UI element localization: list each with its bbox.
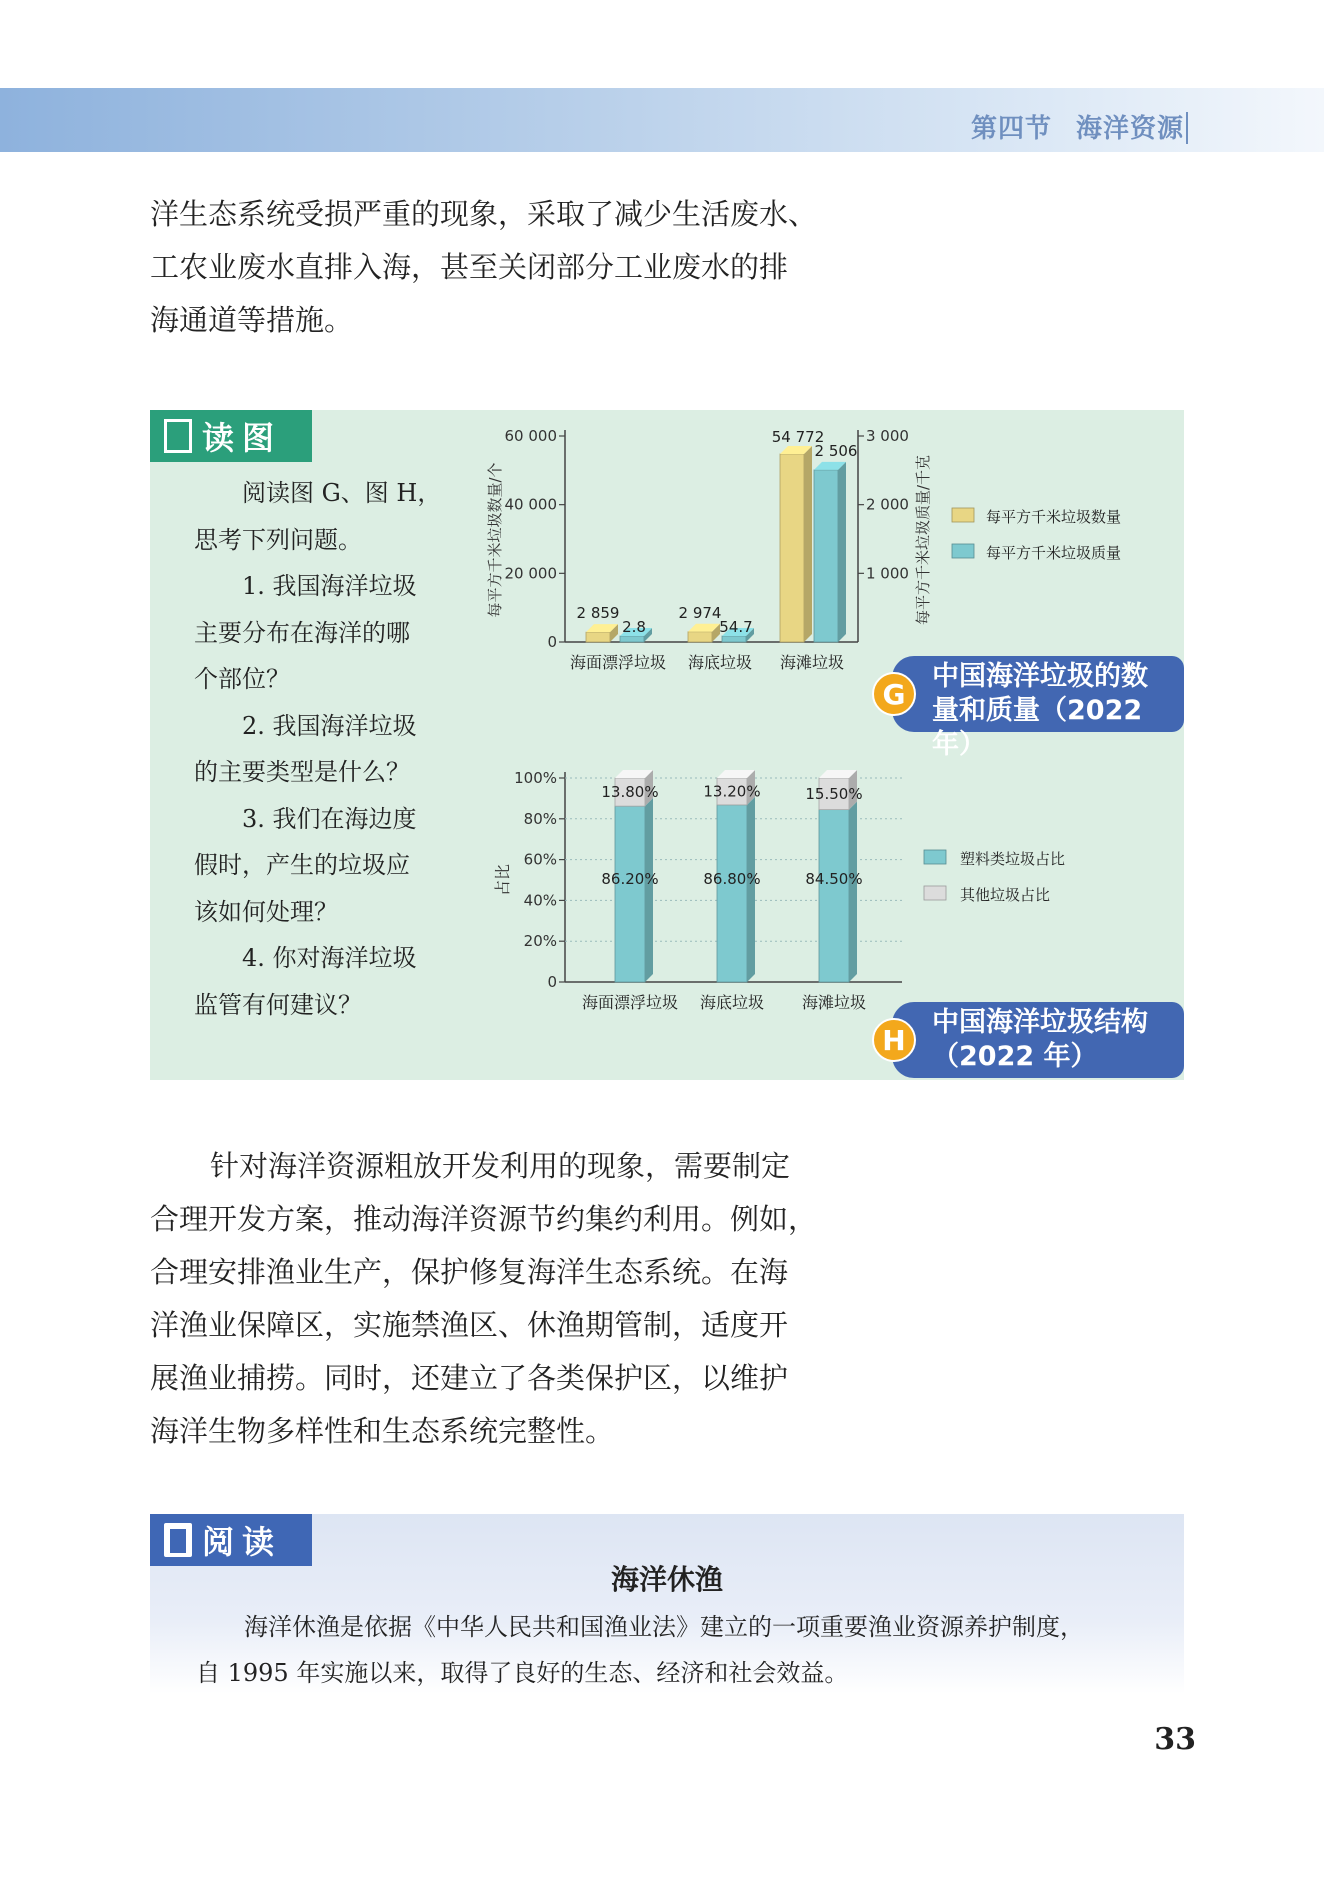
chart-h-y-tick-label: 20% [523,932,557,951]
chart-h-caption [892,1002,1184,1078]
chart-h-value-label: 13.20% [703,782,761,801]
chart-h-category-label: 海滩垃圾 [801,993,867,1012]
chart-g-left-tick-label: 20 000 [504,564,557,583]
chart-h-value-label: 86.80% [703,870,761,888]
question-line: 思考下列问题。 [194,525,362,554]
chart-g-left-tick-label: 40 000 [504,495,557,514]
chart-g-bar-mass [620,636,644,642]
chart-g-right-axis-label: 每平方千米垃圾质量/千克 [914,454,932,626]
chart-h-y-tick-label: 80% [523,809,557,828]
reading-title: 海洋休渔 [610,1563,723,1596]
question-line: 个部位？ [194,665,290,693]
question-line: 4. 你对海洋垃圾 [242,944,417,972]
chart-g-category-label: 海底垃圾 [687,653,753,672]
chart-h-bar-plastic-side [645,798,653,982]
chart-g-value-label: 2 974 [678,603,722,622]
intro-line: 洋生态系统受损严重的现象，采取了减少生活废水、 [150,197,818,231]
body-line: 展渔业捕捞。同时，还建立了各类保护区，以维护 [150,1361,789,1395]
chart-h-legend-swatch [924,850,946,864]
chart-g-right-tick-label: 2 000 [866,495,909,514]
reading-body [196,1604,1156,1696]
question-line: 1. 我国海洋垃圾 [242,572,417,600]
question-line: 阅读图 G、图 H， [242,479,442,507]
chart-g-legend-label: 每平方千米垃圾质量 [986,544,1122,562]
chart-g-value-label: 2.8 [622,618,646,636]
body-paragraph [150,1140,830,1458]
chart-h-y-axis-label: 占比 [493,863,512,897]
chart-g-value-label: 2 506 [814,441,858,460]
chart-g-value-label: 54.7 [719,618,753,636]
section-title: 海洋资源 [1075,114,1184,144]
chart-g-bar-quantity [586,632,610,642]
chart-h-bar-plastic [819,810,849,982]
chart-g-category-label: 海面漂浮垃圾 [569,653,667,672]
chart-g-value-label: 2 859 [576,604,620,623]
book-icon [164,1523,192,1557]
chart-h-bar-plastic [717,805,747,982]
body-line: 针对海洋资源粗放开发利用的现象，需要制定 [210,1149,791,1183]
chart-g-bar-quantity [688,632,712,642]
chart-h-title-line: （2022 年） [932,1041,1098,1072]
chart-h-y-tick-label: 60% [523,850,557,869]
chart-g-bar-mass [722,636,746,642]
reading-tag-label: 阅读 [202,1523,283,1561]
chart-h-value-label: 15.50% [805,784,863,803]
body-line: 合理安排渔业生产，保护修复海洋生态系统。在海 [150,1255,789,1289]
intro-line: 海通道等措施。 [150,303,354,337]
chart-g-bar-mass-side [838,462,846,642]
read-figure-tag-label: 读图 [202,419,283,457]
reading-line: 海洋休渔是依据《中华人民共和国渔业法》建立的一项重要渔业资源养护制度， [244,1613,1084,1641]
chart-g-bar-mass [814,470,838,642]
question-line: 的主要类型是什么？ [194,758,410,786]
chart-g-legend-label: 每平方千米垃圾数量 [986,508,1122,526]
chart-h-value-label: 13.80% [601,783,659,802]
body-line: 洋渔业保障区，实施禁渔区、休渔期管制，适度开 [150,1308,789,1342]
question-line: 监管有何建议？ [194,990,362,1019]
chart-h-value-label: 86.20% [601,870,659,888]
question-line: 2. 我国海洋垃圾 [242,711,417,740]
chart-g-left-tick-label: 0 [547,633,557,651]
reading-line: 自 1995 年实施以来，取得了良好的生态、经济和社会效益。 [196,1659,849,1687]
chart-h-bar-plastic [615,806,645,982]
chart-h-category-label: 海面漂浮垃圾 [581,993,679,1012]
chart-g-legend-swatch [952,508,974,522]
chart-h-legend-label: 塑料类垃圾占比 [960,850,1066,868]
chart-h-bar-plastic-side [747,797,755,982]
chart-h-category-label: 海底垃圾 [699,993,765,1012]
chart-g-category-label: 海滩垃圾 [779,653,845,672]
chart-g-right-tick-label: 3 000 [866,427,909,445]
chart-g-caption [892,656,1184,760]
chart-h-y-tick-label: 100% [514,769,557,787]
chart-g-badge: G [872,672,916,716]
question-line: 主要分布在海洋的哪 [194,618,410,647]
chart-h-y-tick-label: 0 [547,973,557,991]
question-line: 假时，产生的垃圾应 [194,851,410,879]
page-number: 33 [1154,1722,1196,1757]
chart-h-badge: H [872,1018,916,1062]
question-line: 该如何处理？ [194,897,338,926]
section-number: 第四节 [970,114,1052,144]
chart-g-legend-swatch [952,544,974,558]
chart-g-left-tick-label: 60 000 [504,427,557,445]
chart-h-legend-label: 其他垃圾占比 [960,886,1051,904]
chart-h-title-line: 中国海洋垃圾结构 [932,1007,1148,1038]
chart-g-bar-quantity [780,454,804,642]
chart-g-title-line: 中国海洋垃圾的数 [932,661,1148,692]
chart-g-right-tick-label: 1 000 [866,564,909,583]
chart-g-bar-quantity-side [804,446,812,642]
chart-h-value-label: 84.50% [805,870,863,888]
body-line: 合理开发方案，推动海洋资源节约集约利用。例如， [150,1202,818,1236]
chart-h-y-tick-label: 40% [523,891,557,910]
intro-line: 工农业废水直排入海，甚至关闭部分工业废水的排 [150,250,789,284]
body-line: 海洋生物多样性和生态系统完整性。 [150,1414,615,1448]
question-line: 3. 我们在海边度 [242,804,417,833]
chart-g-left-axis-label: 每平方千米垃圾数量/个 [486,462,504,618]
chart-g-title-line: 量和质量（2022 年） [932,695,1143,760]
chart-h-legend-swatch [924,886,946,900]
chart-h-bar-plastic-side [849,802,857,982]
chart-g-value-label: 54 772 [771,427,825,446]
